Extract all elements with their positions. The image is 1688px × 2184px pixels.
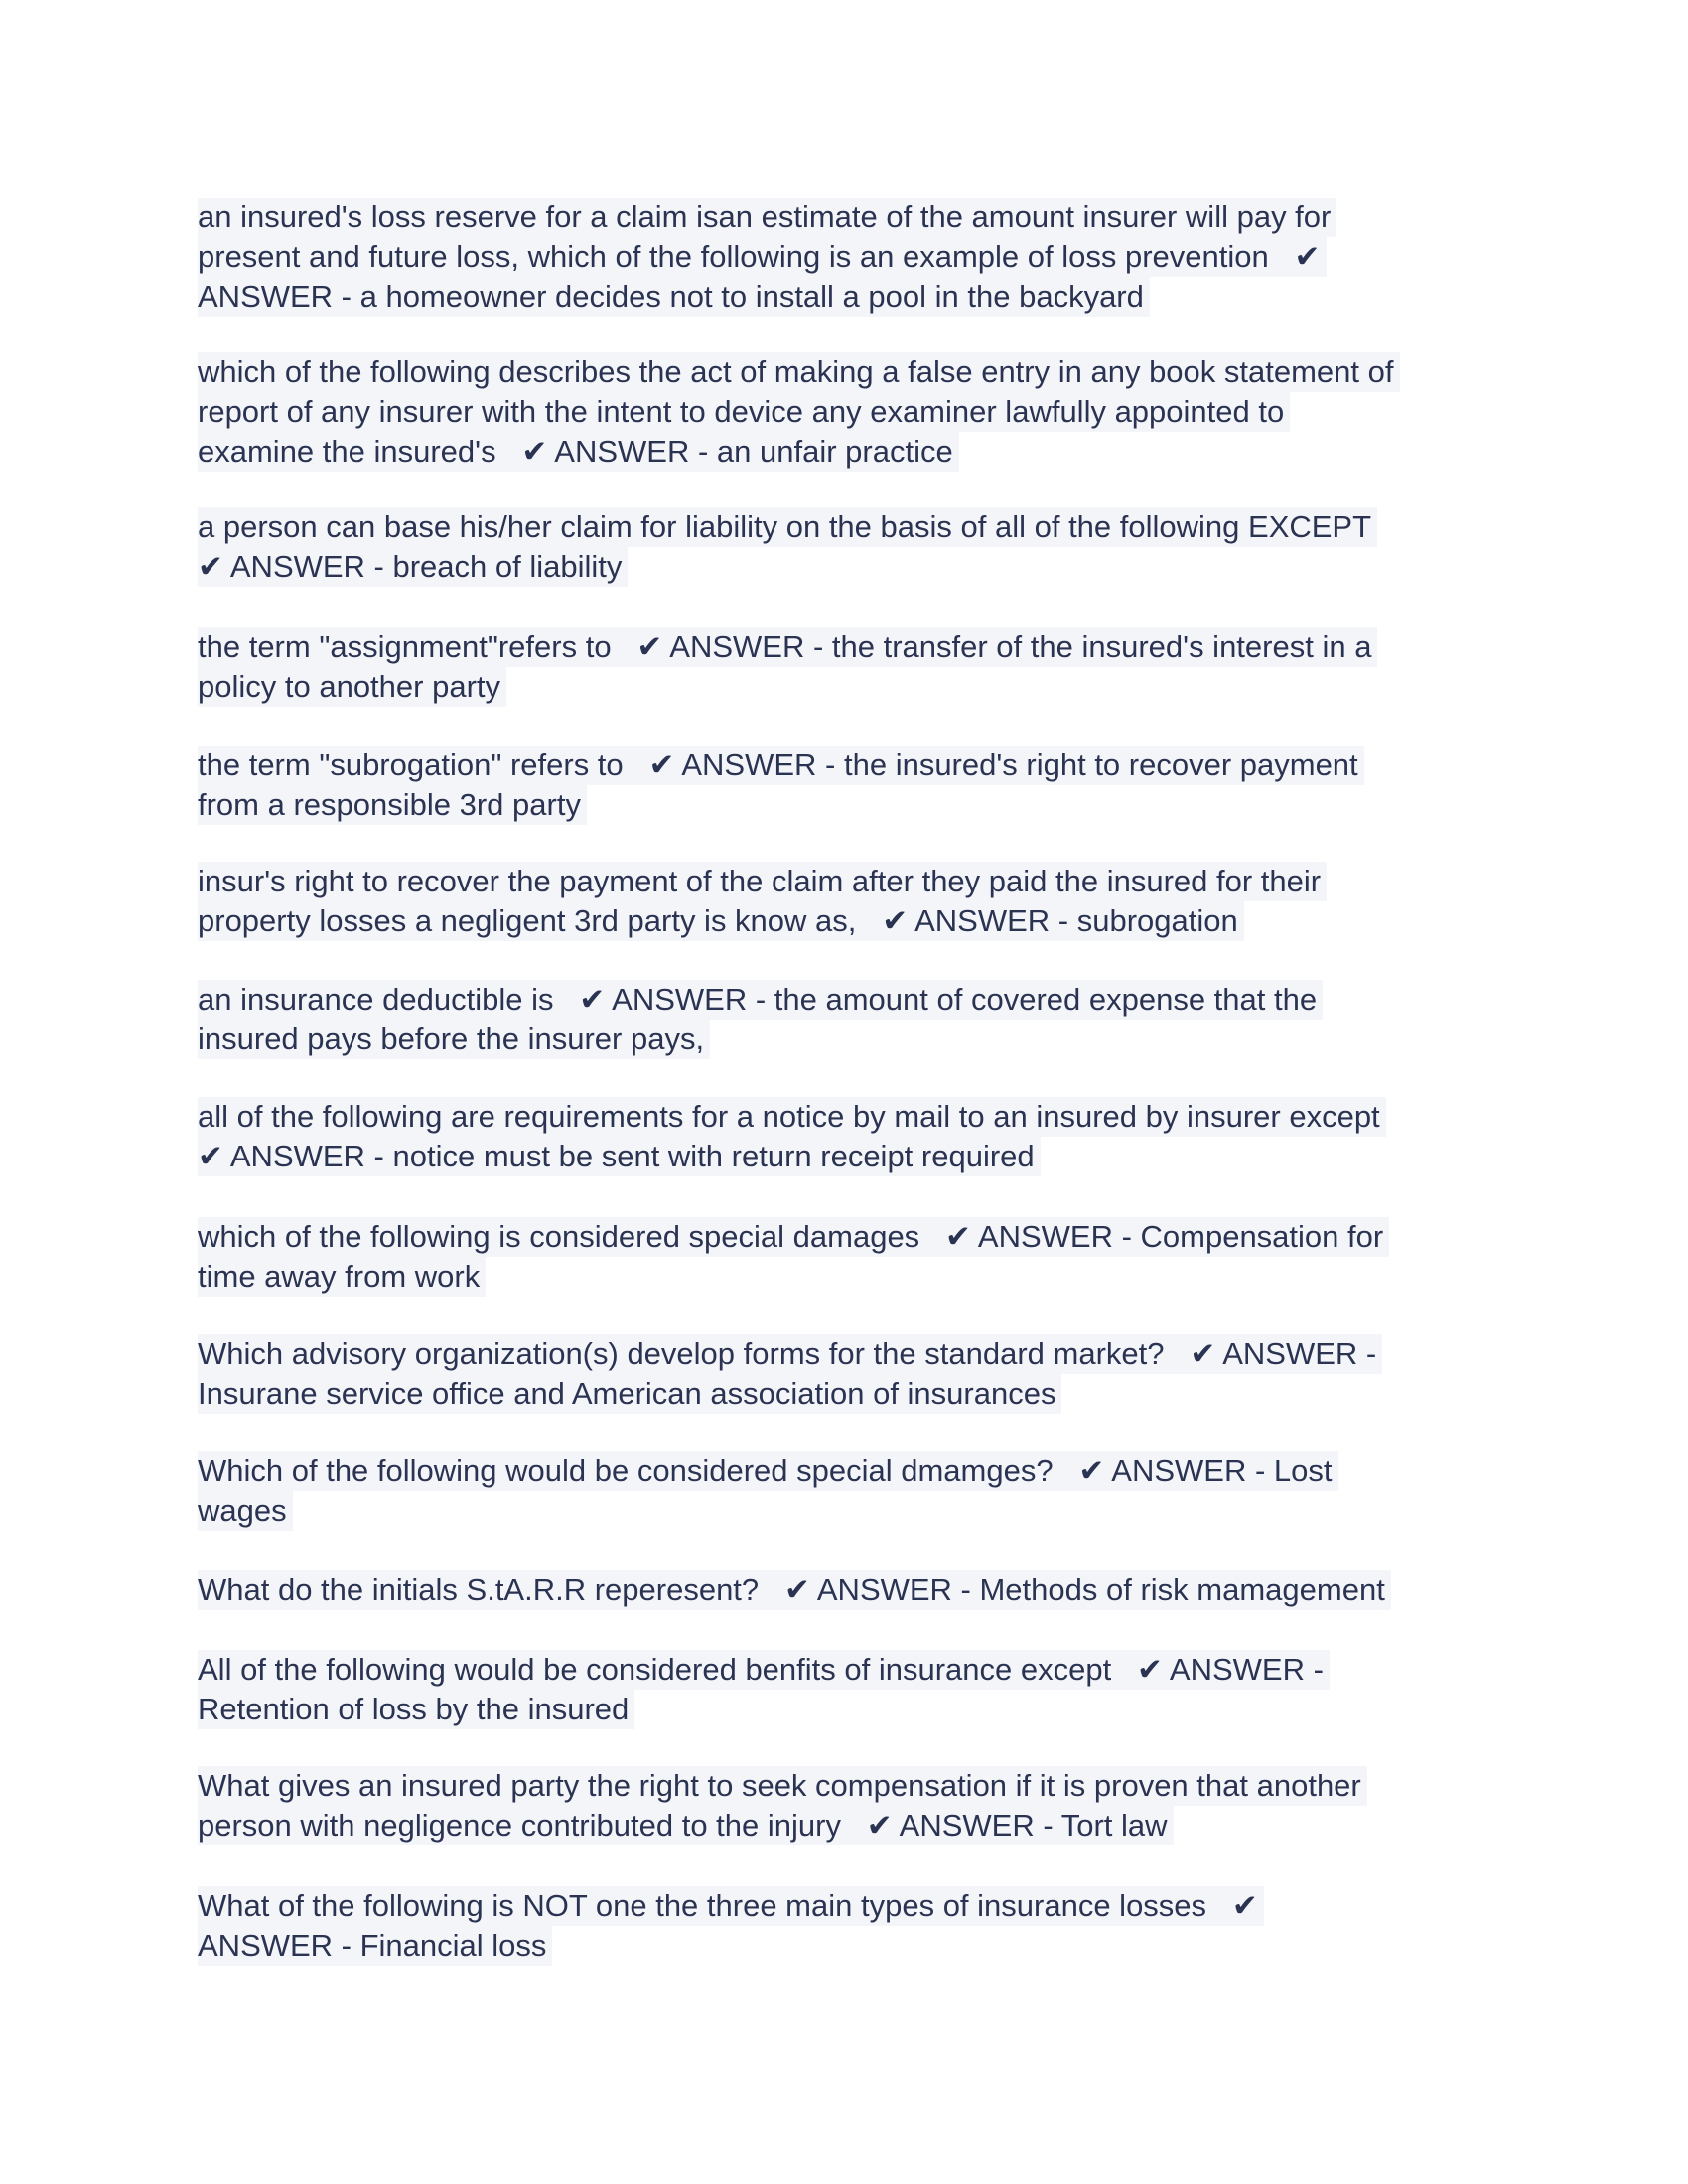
qa-line (198, 785, 1364, 825)
qa-line (198, 392, 1400, 432)
qa-line (198, 237, 1336, 277)
qa-line-text: from a responsible 3rd party (198, 785, 587, 825)
qa-line (198, 667, 1377, 707)
qa-line (198, 1766, 1367, 1806)
qa-line (198, 1097, 1386, 1137)
qa-line-text: an insured's loss reserve for a claim isan estimate of the amount insurer will pay for (198, 198, 1336, 237)
qa-line-text: present and future loss, which of the following is an example of loss prevention ✔ (198, 237, 1327, 277)
qa-line-text: All of the following would be considered benfits of insurance except ✔ ANSWER - (198, 1650, 1330, 1690)
qa-line (198, 862, 1327, 901)
qa-line-text: time away from work (198, 1257, 486, 1297)
qa-line (198, 547, 1377, 587)
qa-line-text: an insurance deductible is ✔ ANSWER - the amount of covered expense that the (198, 980, 1323, 1020)
qa-line-text: property losses a negligent 3rd party is know as, ✔ ANSWER - subrogation (198, 901, 1244, 941)
qa-line-text: examine the insured's ✔ ANSWER - an unfair practice (198, 432, 959, 472)
qa-line-text: which of the following describes the act of making a false entry in any book statement of (198, 352, 1400, 392)
qa-line-text: insur's right to recover the payment of the claim after they paid the insured for their (198, 862, 1327, 901)
qa-line (198, 1926, 1264, 1966)
qa-line-text: Which of the following would be considered special dmamges? ✔ ANSWER - Lost (198, 1451, 1338, 1491)
qa-line-text: policy to another party (198, 667, 506, 707)
qa-line (198, 746, 1364, 785)
qa-line-text: person with negligence contributed to the injury ✔ ANSWER - Tort law (198, 1806, 1174, 1845)
qa-line-text: Insurane service office and American association of insurances (198, 1374, 1061, 1414)
qa-item (198, 1217, 1389, 1297)
qa-line (198, 1690, 1330, 1729)
qa-item (198, 1650, 1330, 1729)
qa-line (198, 901, 1327, 941)
qa-line (198, 1570, 1391, 1610)
qa-line (198, 1217, 1389, 1257)
qa-line-text: ANSWER - Financial loss (198, 1926, 552, 1966)
qa-line-text: which of the following is considered special damages ✔ ANSWER - Compensation for (198, 1217, 1389, 1257)
qa-line (198, 1334, 1382, 1374)
qa-line (198, 1491, 1338, 1531)
qa-line (198, 980, 1323, 1020)
qa-line-text: ANSWER - a homeowner decides not to install a pool in the backyard (198, 277, 1150, 317)
qa-item (198, 352, 1400, 472)
qa-line-text: the term "subrogation" refers to ✔ ANSWER - the insured's right to recover payment (198, 746, 1364, 785)
qa-line (198, 1257, 1389, 1297)
qa-line-text: a person can base his/her claim for liability on the basis of all of the following EXCEPT (198, 507, 1377, 547)
qa-line-text: all of the following are requirements for a notice by mail to an insured by insurer except (198, 1097, 1386, 1137)
qa-item (198, 1766, 1367, 1845)
qa-item (198, 1886, 1264, 1966)
qa-item (198, 1334, 1382, 1414)
qa-line (198, 1886, 1264, 1926)
qa-line (198, 1650, 1330, 1690)
qa-line-text: Which advisory organization(s) develop forms for the standard market? ✔ ANSWER - (198, 1334, 1382, 1374)
qa-line (198, 1451, 1338, 1491)
qa-line-text: insured pays before the insurer pays, (198, 1020, 710, 1059)
qa-line-text: the term "assignment"refers to ✔ ANSWER - the transfer of the insured's interest in a (198, 627, 1377, 667)
qa-line-text: report of any insurer with the intent to device any examiner lawfully appointed to (198, 392, 1290, 432)
qa-line (198, 1374, 1382, 1414)
qa-line (198, 507, 1377, 547)
qa-line-text: ✔ ANSWER - notice must be sent with return receipt required (198, 1137, 1041, 1176)
qa-line (198, 627, 1377, 667)
qa-line (198, 1020, 1323, 1059)
qa-line (198, 1806, 1367, 1845)
qa-line-text: What do the initials S.tA.R.R reperesent? ✔ ANSWER - Methods of risk mamagement (198, 1570, 1391, 1610)
qa-item (198, 1570, 1391, 1610)
qa-item (198, 198, 1336, 317)
qa-line-text: What gives an insured party the right to seek compensation if it is proven that another (198, 1766, 1367, 1806)
qa-item (198, 862, 1327, 941)
qa-item (198, 980, 1323, 1059)
qa-item (198, 507, 1377, 587)
qa-line (198, 277, 1336, 317)
qa-line (198, 198, 1336, 237)
qa-item (198, 746, 1364, 825)
qa-line-text: What of the following is NOT one the three main types of insurance losses ✔ (198, 1886, 1264, 1926)
qa-item (198, 1451, 1338, 1531)
qa-line (198, 1137, 1386, 1176)
qa-line-text: wages (198, 1491, 293, 1531)
qa-line-text: Retention of loss by the insured (198, 1690, 634, 1729)
qa-line-text: ✔ ANSWER - breach of liability (198, 547, 628, 587)
qa-line (198, 352, 1400, 392)
qa-line (198, 432, 1400, 472)
qa-item (198, 627, 1377, 707)
qa-item (198, 1097, 1386, 1176)
